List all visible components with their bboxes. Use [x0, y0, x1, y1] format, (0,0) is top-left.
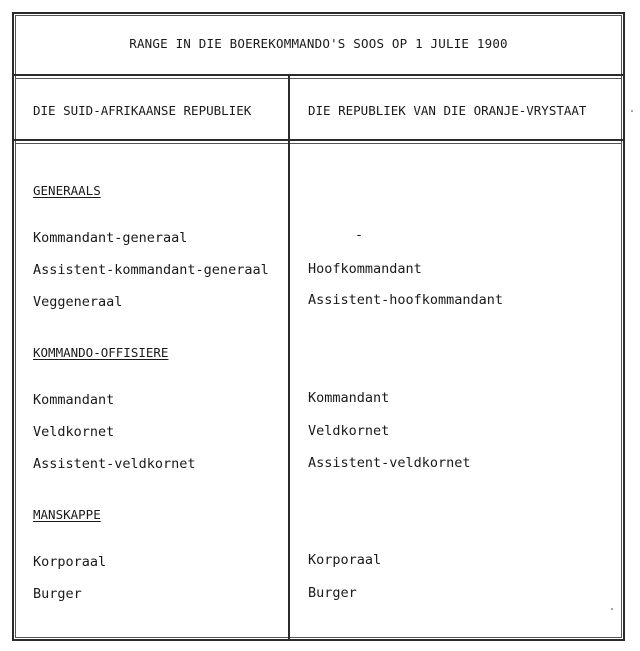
- table-title: RANGE IN DIE BOEREKOMMANDO'S SOOS OP 1 JULIE 1900: [129, 36, 508, 51]
- table-cell: Burger: [308, 585, 357, 601]
- table-cell: Kommandant: [33, 392, 115, 408]
- table-cell: Veldkornet: [308, 423, 390, 439]
- table-cell: Hoofkommandant: [308, 261, 422, 277]
- table-cell: Assistent-hoofkommandant: [308, 292, 504, 308]
- header-divider-inner: [15, 143, 622, 144]
- table-cell: Korporaal: [33, 554, 107, 570]
- table-cell: Kommandant-generaal: [33, 230, 188, 246]
- section-heading-officers: KOMMANDO-OFFISIERE: [33, 345, 169, 360]
- scan-speck: [631, 110, 633, 112]
- title-divider: [12, 74, 625, 76]
- table-cell: Assistent-kommandant-generaal: [33, 262, 269, 278]
- scan-speck: [611, 608, 613, 610]
- title-divider-inner: [15, 78, 622, 79]
- table-cell: Burger: [33, 586, 82, 602]
- column-header-right: DIE REPUBLIEK VAN DIE ORANJE-VRYSTAAT: [308, 103, 587, 118]
- column-divider: [288, 76, 290, 641]
- header-divider: [12, 139, 625, 141]
- table-cell: Kommandant: [308, 390, 390, 406]
- column-header-left: DIE SUID-AFRIKAANSE REPUBLIEK: [33, 103, 252, 118]
- section-heading-men: MANSKAPPE: [33, 507, 101, 522]
- table-cell: Assistent-veldkornet: [308, 455, 471, 471]
- table-cell: -: [355, 227, 364, 243]
- section-heading-generals: GENERAALS: [33, 183, 101, 198]
- table-cell: Assistent-veldkornet: [33, 456, 196, 472]
- table-cell: Veldkornet: [33, 424, 115, 440]
- table-cell: Veggeneraal: [33, 294, 123, 310]
- table-cell: Korporaal: [308, 552, 382, 568]
